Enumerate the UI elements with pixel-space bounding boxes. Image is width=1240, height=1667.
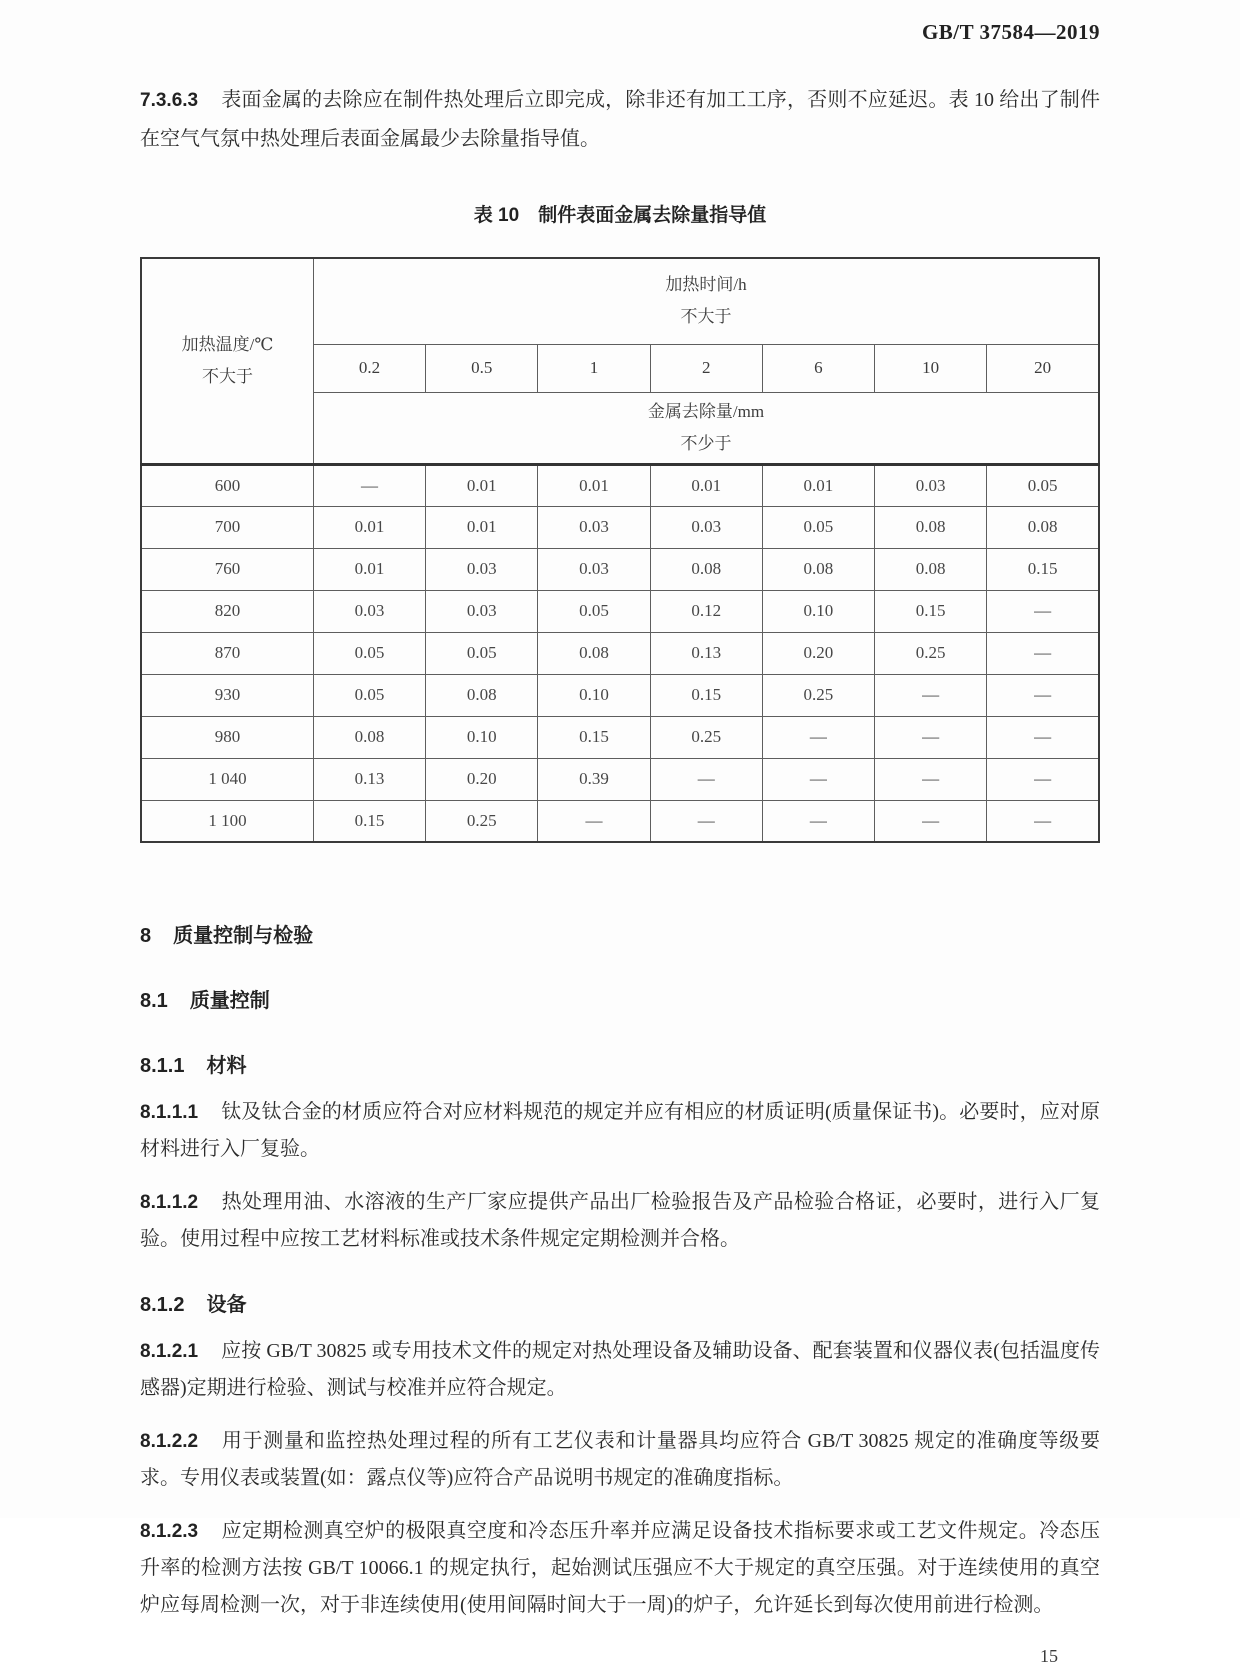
removal-value-cell: 0.01 — [313, 548, 425, 590]
temperature-cell: 1 040 — [141, 758, 313, 800]
temperature-cell: 600 — [141, 464, 313, 506]
removal-value-cell: — — [987, 590, 1099, 632]
removal-value-cell: 0.10 — [762, 590, 874, 632]
clause-number: 8.1.2.3 — [140, 1521, 199, 1542]
removal-value-cell: 0.05 — [426, 632, 538, 674]
temperature-cell: 760 — [141, 548, 313, 590]
removal-value-cell: 0.13 — [650, 632, 762, 674]
clause-number: 8.1.1.2 — [140, 1192, 199, 1213]
removal-value-cell: 0.01 — [313, 506, 425, 548]
removal-value-cell: 0.05 — [313, 632, 425, 674]
metal-removal-header-line1: 金属去除量/mm — [647, 401, 765, 421]
heading-8-1-1 — [140, 1049, 1100, 1078]
removal-value-cell: 0.15 — [650, 674, 762, 716]
metal-removal-table — [140, 257, 1100, 843]
removal-value-cell: 0.03 — [538, 506, 650, 548]
table-row — [141, 548, 1099, 590]
removal-value-cell: — — [987, 716, 1099, 758]
table-row — [141, 674, 1099, 716]
removal-value-cell: — — [987, 800, 1099, 842]
removal-value-cell: 0.15 — [538, 716, 650, 758]
removal-value-cell: 0.20 — [762, 632, 874, 674]
removal-value-cell: 0.03 — [875, 464, 987, 506]
time-value-cell: 10 — [875, 344, 987, 392]
removal-value-cell: — — [762, 800, 874, 842]
removal-value-cell: — — [875, 800, 987, 842]
table-row — [141, 716, 1099, 758]
temperature-cell: 930 — [141, 674, 313, 716]
removal-value-cell: 0.08 — [875, 506, 987, 548]
heating-time-header — [313, 258, 1099, 344]
clause-8-1-1-2 — [140, 1184, 1100, 1258]
time-value-cell: 2 — [650, 344, 762, 392]
removal-value-cell: 0.03 — [426, 590, 538, 632]
removal-value-cell: 0.08 — [538, 632, 650, 674]
removal-value-cell: 0.12 — [650, 590, 762, 632]
table-row — [141, 800, 1099, 842]
removal-value-cell: 0.03 — [426, 548, 538, 590]
heading-number: 8.1.2 — [140, 1294, 185, 1316]
clause-text: 应按 GB/T 30825 或专用技术文件的规定对热处理设备及辅助设备、配套装置和仪器仪表(包括温度传感器)定期进行检验、测试与校准并应符合规定。 — [140, 1340, 1101, 1399]
clause-8-1-2-2 — [140, 1423, 1100, 1497]
heading-8-1 — [140, 984, 1100, 1013]
heading-8-1-2 — [140, 1288, 1100, 1317]
clause-8-1-2-1 — [140, 1333, 1100, 1407]
removal-value-cell: 0.05 — [538, 590, 650, 632]
time-value-cell: 1 — [538, 344, 650, 392]
removal-value-cell: 0.08 — [875, 548, 987, 590]
temperature-cell: 700 — [141, 506, 313, 548]
removal-value-cell: 0.08 — [762, 548, 874, 590]
page-number: 15 — [1040, 1646, 1058, 1666]
time-value-cell: 20 — [987, 344, 1099, 392]
removal-value-cell: 0.03 — [313, 590, 425, 632]
removal-value-cell: 0.39 — [538, 758, 650, 800]
time-value-cell: 0.5 — [426, 344, 538, 392]
clause-number: 8.1.2.1 — [140, 1341, 199, 1362]
table-row — [141, 758, 1099, 800]
table-row — [141, 464, 1099, 506]
removal-value-cell: 0.15 — [875, 590, 987, 632]
heating-time-header-line2: 不大于 — [680, 307, 732, 327]
removal-value-cell: 0.01 — [426, 506, 538, 548]
removal-value-cell: 0.25 — [426, 800, 538, 842]
temperature-column-header — [141, 258, 313, 464]
removal-value-cell: 0.25 — [875, 632, 987, 674]
clause-8-1-2-3 — [140, 1513, 1100, 1624]
table-body — [141, 464, 1099, 842]
clause-text: 钛及钛合金的材质应符合对应材料规范的规定并应有相应的材质证明(质量保证书)。必要时，应对原材料进行入厂复验。 — [140, 1101, 1100, 1160]
heading-label: 质量控制 — [189, 990, 270, 1012]
table-header — [141, 258, 1099, 464]
heading-label: 材料 — [206, 1055, 247, 1077]
removal-value-cell: — — [762, 758, 874, 800]
clause-text: 用于测量和监控热处理过程的所有工艺仪表和计量器具均应符合 GB/T 30825 规定的准确度等级要求。专用仪表或装置(如：露点仪等)应符合产品说明书规定的准确度指标。 — [140, 1430, 1100, 1489]
removal-value-cell: — — [987, 758, 1099, 800]
removal-value-cell: 0.05 — [987, 464, 1099, 506]
temperature-header-line1: 加热温度/℃ — [181, 334, 274, 354]
removal-value-cell: — — [538, 800, 650, 842]
metal-removal-header — [313, 392, 1099, 464]
removal-value-cell: 0.08 — [426, 674, 538, 716]
removal-value-cell: 0.01 — [426, 464, 538, 506]
metal-removal-header-line2: 不少于 — [680, 433, 732, 453]
removal-value-cell: 0.03 — [538, 548, 650, 590]
removal-value-cell: 0.25 — [650, 716, 762, 758]
removal-value-cell: 0.08 — [987, 506, 1099, 548]
clause-number: 8.1.2.2 — [140, 1431, 199, 1452]
heading-8 — [140, 919, 1100, 948]
removal-value-cell: — — [875, 716, 987, 758]
removal-value-cell: 0.15 — [987, 548, 1099, 590]
removal-value-cell: 0.08 — [313, 716, 425, 758]
removal-value-cell: — — [875, 674, 987, 716]
standard-number-header: GB/T 37584—2019 — [921, 20, 1100, 44]
removal-value-cell: 0.20 — [426, 758, 538, 800]
removal-value-cell: 0.15 — [313, 800, 425, 842]
heading-number: 8.1.1 — [140, 1055, 185, 1077]
time-value-cell: 6 — [762, 344, 874, 392]
removal-value-cell: — — [650, 800, 762, 842]
removal-value-cell: — — [987, 632, 1099, 674]
removal-value-cell: — — [313, 464, 425, 506]
heating-time-header-line1: 加热时间/h — [665, 275, 747, 295]
removal-value-cell: 0.03 — [650, 506, 762, 548]
removal-value-cell: 0.13 — [313, 758, 425, 800]
removal-value-cell: 0.05 — [313, 674, 425, 716]
removal-value-cell: 0.08 — [650, 548, 762, 590]
temperature-cell: 1 100 — [141, 800, 313, 842]
removal-value-cell: 0.10 — [426, 716, 538, 758]
time-value-cell: 0.2 — [313, 344, 425, 392]
temperature-header-line2: 不大于 — [201, 366, 253, 386]
table-row — [141, 590, 1099, 632]
clause-text: 表面金属的去除应在制件热处理后立即完成，除非还有加工工序，否则不应延迟。表 10 给出了制件在空气气氛中热处理后表面金属最少去除量指导值。 — [140, 89, 1101, 150]
heading-label: 设备 — [206, 1294, 247, 1316]
temperature-cell: 870 — [141, 632, 313, 674]
removal-value-cell: 0.05 — [762, 506, 874, 548]
table-row — [141, 632, 1099, 674]
heading-number: 8.1 — [140, 990, 168, 1012]
clause-text: 热处理用油、水溶液的生产厂家应提供产品出厂检验报告及产品检验合格证，必要时，进行入厂复验。使用过程中应按工艺材料标准或技术条件规定定期检测并合格。 — [140, 1191, 1101, 1250]
table-title: 表 10 制件表面金属去除量指导值 — [473, 205, 767, 226]
removal-value-cell: — — [650, 758, 762, 800]
clause-number: 7.3.6.3 — [140, 90, 199, 111]
removal-value-cell: 0.01 — [650, 464, 762, 506]
clause-8-1-1-1 — [140, 1094, 1100, 1168]
clause-text: 应定期检测真空炉的极限真空度和冷态压升率并应满足设备技术指标要求或工艺文件规定。冷态压升率的检测方法按 GB/T 10066.1 的规定执行，起始测试压强应不大于规定的真空压强。对于连续使用的真空炉应每周检测一次，对于非连续使用(使用间隔时间大于一周)的炉子，允许延长到每次使用前进行检测。 — [140, 1520, 1101, 1616]
removal-value-cell: — — [987, 674, 1099, 716]
temperature-cell: 820 — [141, 590, 313, 632]
clause-number: 8.1.1.1 — [140, 1102, 199, 1123]
removal-value-cell: 0.01 — [762, 464, 874, 506]
heading-label: 质量控制与检验 — [173, 925, 314, 947]
removal-value-cell: — — [762, 716, 874, 758]
removal-value-cell: 0.25 — [762, 674, 874, 716]
removal-value-cell: 0.10 — [538, 674, 650, 716]
clause-7-3-6-3 — [140, 81, 1100, 158]
removal-value-cell: 0.01 — [538, 464, 650, 506]
removal-value-cell: — — [875, 758, 987, 800]
heading-number: 8 — [140, 925, 152, 947]
temperature-cell: 980 — [141, 716, 313, 758]
table-row — [141, 506, 1099, 548]
